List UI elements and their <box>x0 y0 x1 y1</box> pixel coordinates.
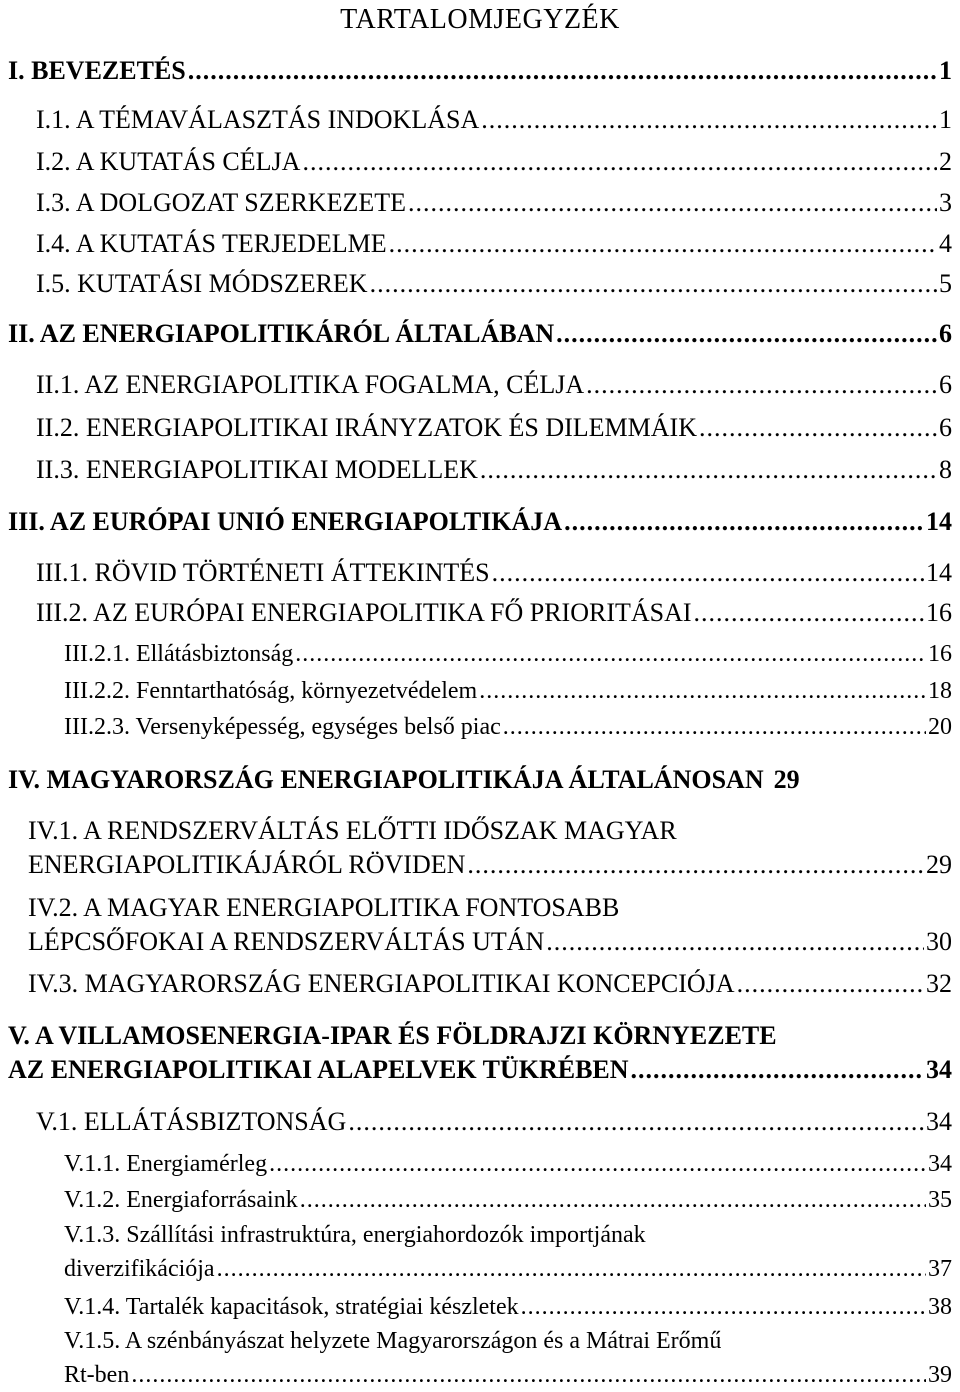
toc-entry-section[interactable] <box>36 556 952 590</box>
entry-text: III.2.2. Fenntarthatóság, környezetvédelem <box>64 678 478 704</box>
entry-text: III.2.3. Versenyképesség, egységes belső piac <box>64 714 501 740</box>
entry-page: 14 <box>926 558 952 587</box>
entry-text-line1: IV.2. A MAGYAR ENERGIAPOLITIKA FONTOSABB <box>28 893 620 922</box>
entry-page: 29 <box>773 765 800 794</box>
entry-text: V.1.2. Energiaforrásaink <box>64 1187 298 1213</box>
dot-leader <box>503 710 926 744</box>
toc-title: TARTALOMJEGYZÉK <box>340 4 620 35</box>
entry-text-line1: IV.1. A RENDSZERVÁLTÁS ELŐTTI IDŐSZAK MAGYAR <box>28 816 677 845</box>
entry-text: I.4. A KUTATÁS TERJEDELME <box>36 229 387 258</box>
dot-leader <box>631 1053 924 1087</box>
entry-page: 3 <box>939 188 952 217</box>
entry-text: V.1.1. Energiamérleg <box>64 1151 268 1177</box>
dot-leader <box>699 411 937 445</box>
entry-page: 2 <box>939 147 952 176</box>
entry-text: AZ ENERGIAPOLITIKAI ALAPELVEK TÜKRÉBEN <box>8 1055 629 1084</box>
entry-text: LÉPCSŐFOKAI A RENDSZERVÁLTÁS UTÁN <box>28 927 545 956</box>
entry-text: III.2. AZ EURÓPAI ENERGIAPOLITIKA FŐ PRIORITÁSAI <box>36 598 692 627</box>
dot-leader <box>564 505 924 539</box>
entry-text: IV.3. MAGYARORSZÁG ENERGIAPOLITIKAI KONCEPCIÓJA <box>28 969 735 998</box>
entry-text: II.2. ENERGIAPOLITIKAI IRÁNYZATOK ÉS DILEMMÁIK <box>36 413 697 442</box>
toc-entry-subsection[interactable] <box>64 1218 952 1286</box>
dot-leader <box>300 1183 926 1217</box>
entry-text: V.1.4. Tartalék kapacitások, stratégiai készletek <box>64 1294 519 1320</box>
entry-text: I.2. A KUTATÁS CÉLJA <box>36 147 301 176</box>
entry-text: III.1. RÖVID TÖRTÉNETI ÁTTEKINTÉS <box>36 558 490 587</box>
entry-page: 34 <box>926 1107 952 1136</box>
toc-entry-section[interactable] <box>36 227 952 261</box>
toc-entry-section[interactable] <box>36 103 952 137</box>
entry-page: 16 <box>926 598 952 627</box>
toc-entry-subsection[interactable] <box>64 1290 952 1324</box>
entry-text-line1: V.1.5. A szénbányászat helyzete Magyarországon és a Mátrai Erőmű <box>64 1328 722 1354</box>
dot-leader <box>479 674 926 708</box>
entry-text: I. BEVEZETÉS <box>8 56 186 85</box>
toc-entry-subsection[interactable] <box>64 710 952 744</box>
dot-leader <box>295 637 926 671</box>
toc-entry-section[interactable] <box>36 411 952 445</box>
dot-leader <box>348 1105 924 1139</box>
toc-entry-subsection[interactable] <box>64 637 952 671</box>
dot-leader <box>131 1358 926 1392</box>
dot-leader <box>480 453 937 487</box>
dot-leader <box>586 368 937 402</box>
toc-entry-section[interactable] <box>36 596 952 630</box>
entry-text: II. AZ ENERGIAPOLITIKÁRÓL ÁLTALÁBAN <box>8 319 555 348</box>
toc-entry-section[interactable] <box>36 267 952 301</box>
entry-page: 5 <box>939 269 952 298</box>
entry-page: 14 <box>926 507 952 536</box>
entry-text: Rt-ben <box>64 1362 130 1388</box>
toc-entry-subsection[interactable] <box>64 1147 952 1181</box>
toc-entry-section[interactable] <box>36 186 952 220</box>
entry-text: diverzifikációja <box>64 1256 215 1282</box>
entry-text-line1: V.1.3. Szállítási infrastruktúra, energiahordozók importjának <box>64 1222 646 1248</box>
toc-entry-section[interactable] <box>36 145 952 179</box>
dot-leader <box>556 317 937 351</box>
entry-page: 37 <box>928 1256 952 1282</box>
dot-leader <box>521 1290 926 1324</box>
toc-entry-section[interactable] <box>28 891 952 959</box>
toc-entry-section[interactable] <box>36 453 952 487</box>
toc-entry-section[interactable] <box>28 967 952 1001</box>
entry-text-line1: V. A VILLAMOSENERGIA-IPAR ÉS FÖLDRAJZI KÖRNYEZETE <box>8 1021 777 1050</box>
entry-page: 16 <box>928 641 952 667</box>
entry-text: I.5. KUTATÁSI MÓDSZEREK <box>36 269 368 298</box>
entry-page: 6 <box>939 413 952 442</box>
entry-page: 8 <box>939 455 952 484</box>
toc-entry-section[interactable] <box>36 368 952 402</box>
toc-entry-section[interactable] <box>28 814 952 882</box>
toc-entry-chapter[interactable] <box>8 317 952 351</box>
entry-page: 34 <box>926 1055 952 1084</box>
dot-leader <box>269 1147 926 1181</box>
entry-page: 30 <box>926 927 952 956</box>
dot-leader <box>737 967 924 1001</box>
entry-text: III. AZ EURÓPAI UNIÓ ENERGIAPOLTIKÁJA <box>8 507 563 536</box>
dot-leader <box>217 1252 926 1286</box>
entry-page: 29 <box>926 850 952 879</box>
entry-page: 4 <box>939 229 952 258</box>
toc-entry-section[interactable] <box>36 1105 952 1139</box>
entry-text: II.1. AZ ENERGIAPOLITIKA FOGALMA, CÉLJA <box>36 370 585 399</box>
dot-leader <box>302 145 937 179</box>
entry-text: V.1. ELLÁTÁSBIZTONSÁG <box>36 1107 347 1136</box>
toc-entry-chapter[interactable] <box>8 505 952 539</box>
entry-page: 39 <box>928 1362 952 1388</box>
entry-text: I.3. A DOLGOZAT SZERKEZETE <box>36 188 406 217</box>
dot-leader <box>188 54 937 88</box>
entry-text: II.3. ENERGIAPOLITIKAI MODELLEK <box>36 455 478 484</box>
entry-page: 35 <box>928 1187 952 1213</box>
toc-entry-chapter[interactable] <box>8 1019 952 1087</box>
entry-page: 1 <box>939 56 952 85</box>
toc-entry-subsection[interactable] <box>64 1324 952 1392</box>
dot-leader <box>546 925 924 959</box>
entry-page: 18 <box>928 678 952 704</box>
entry-text: IV. MAGYARORSZÁG ENERGIAPOLITIKÁJA ÁLTALÁNOSAN <box>8 765 764 794</box>
dot-leader <box>408 186 937 220</box>
entry-page: 38 <box>928 1294 952 1320</box>
entry-text: I.1. A TÉMAVÁLASZTÁS INDOKLÁSA <box>36 105 480 134</box>
toc-entry-chapter[interactable] <box>8 763 952 797</box>
entry-page: 20 <box>928 714 952 740</box>
entry-page: 6 <box>939 370 952 399</box>
dot-leader <box>389 227 937 261</box>
dot-leader <box>492 556 924 590</box>
entry-page: 32 <box>926 969 952 998</box>
entry-page: 6 <box>939 319 952 348</box>
dot-leader <box>370 267 937 301</box>
toc-entry-chapter[interactable] <box>8 54 952 88</box>
dot-leader <box>481 103 937 137</box>
entry-page: 1 <box>939 105 952 134</box>
entry-text: ENERGIAPOLITIKÁJÁRÓL RÖVIDEN <box>28 850 466 879</box>
entry-text: III.2.1. Ellátásbiztonság <box>64 641 294 667</box>
dot-leader <box>694 596 924 630</box>
entry-page: 34 <box>928 1151 952 1177</box>
toc-entry-subsection[interactable] <box>64 1183 952 1217</box>
dot-leader <box>467 848 924 882</box>
toc-entry-subsection[interactable] <box>64 674 952 708</box>
